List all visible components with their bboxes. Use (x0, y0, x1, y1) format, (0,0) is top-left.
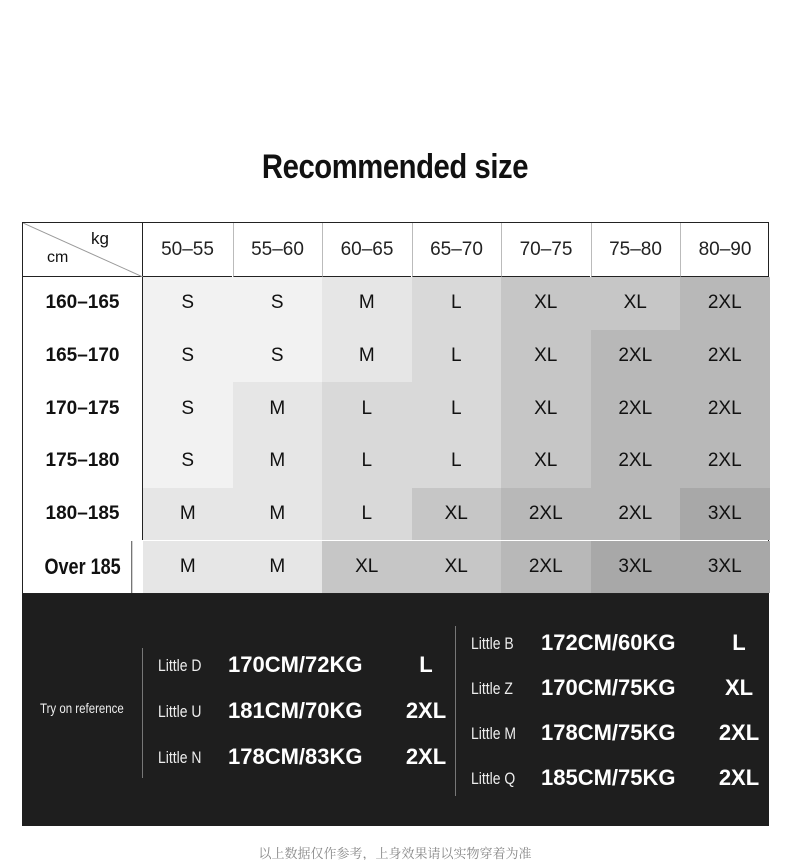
size-cell: L (412, 277, 502, 330)
height-row-header: Over 185 (34, 541, 132, 594)
reference-person-measurements: 178CM/83KG (228, 744, 363, 769)
height-row-header: 165–170 (23, 330, 143, 383)
reference-person-size: 2XL (405, 698, 447, 723)
reference-person-name: Little B (471, 634, 514, 653)
reference-section-label: Try on reference (40, 700, 124, 716)
reference-person-size: L (419, 652, 433, 677)
size-cell: 2XL (501, 488, 591, 541)
size-cell: XL (412, 488, 502, 541)
weight-column-header: 60–65 (322, 223, 411, 277)
size-cell: S (143, 277, 233, 330)
height-row-header: 170–175 (23, 382, 143, 435)
size-cell: S (143, 435, 233, 488)
size-cell: 3XL (680, 541, 770, 594)
size-cell: 2XL (680, 277, 770, 330)
size-cell: L (412, 382, 502, 435)
size-cell: M (143, 488, 233, 541)
table-corner-header (23, 223, 143, 277)
size-cell: 2XL (680, 435, 770, 488)
reference-person-name: Little Q (471, 769, 516, 788)
size-cell: L (412, 330, 502, 383)
reference-person-name: Little N (158, 748, 202, 767)
weight-column-header: 80–90 (680, 223, 769, 277)
size-cell: XL (412, 541, 502, 594)
weight-column-header: 75–80 (591, 223, 680, 277)
size-cell: S (143, 382, 233, 435)
size-cell: M (233, 382, 323, 435)
size-cell: XL (322, 541, 412, 594)
size-cell: L (412, 435, 502, 488)
size-cell: S (233, 277, 323, 330)
size-cell: L (322, 382, 412, 435)
size-cell: L (322, 488, 412, 541)
weight-column-header: 50–55 (143, 223, 232, 277)
reference-person-size: 2XL (718, 765, 760, 790)
page-title: Recommended size (261, 148, 529, 186)
size-cell: XL (591, 277, 681, 330)
reference-person-name: Little U (158, 702, 202, 721)
weight-column-header: 70–75 (501, 223, 590, 277)
weight-column-header: 55–60 (233, 223, 322, 277)
size-cell: M (233, 488, 323, 541)
height-axis-label: cm (47, 249, 69, 266)
reference-person-measurements: 185CM/75KG (541, 765, 676, 790)
size-chart-table (22, 222, 769, 594)
size-cell: 2XL (591, 488, 681, 541)
size-cell: 2XL (680, 382, 770, 435)
reference-person-size: 2XL (405, 744, 447, 769)
size-cell: 3XL (591, 541, 681, 594)
reference-divider-left (142, 648, 143, 778)
size-cell: XL (501, 435, 591, 488)
size-cell: 2XL (501, 541, 591, 594)
size-cell: M (143, 541, 233, 594)
height-row-header: 180–185 (23, 488, 143, 541)
size-cell: 3XL (680, 488, 770, 541)
size-cell: M (322, 277, 412, 330)
reference-person-size: L (732, 630, 746, 655)
size-cell: 2XL (591, 435, 681, 488)
size-cell: M (322, 330, 412, 383)
reference-person-measurements: 170CM/75KG (541, 675, 676, 700)
size-cell: S (143, 330, 233, 383)
size-cell: S (233, 330, 323, 383)
weight-axis-label: kg (91, 229, 109, 248)
reference-person-measurements: 172CM/60KG (541, 630, 676, 655)
reference-person-name: Little D (158, 656, 202, 675)
reference-person-measurements: 178CM/75KG (541, 720, 676, 745)
reference-person-measurements: 170CM/72KG (228, 652, 363, 677)
try-on-reference-panel (22, 594, 769, 826)
size-cell: L (322, 435, 412, 488)
height-row-header: 160–165 (23, 277, 143, 330)
disclaimer-note: 以上数据仅作参考，上身效果请以实物穿着为准 (258, 846, 532, 860)
weight-column-header: 65–70 (412, 223, 501, 277)
size-cell: XL (501, 277, 591, 330)
corner-diagonal-line (23, 223, 143, 277)
reference-person-measurements: 181CM/70KG (228, 698, 363, 723)
size-cell: M (233, 435, 323, 488)
size-cell: XL (501, 330, 591, 383)
size-cell: XL (501, 382, 591, 435)
reference-person-name: Little Z (471, 679, 513, 698)
reference-person-size: 2XL (718, 720, 760, 745)
size-cell: 2XL (591, 382, 681, 435)
size-cell: 2XL (591, 330, 681, 383)
size-cell: M (233, 541, 323, 594)
height-row-header: 175–180 (23, 435, 143, 488)
reference-person-name: Little M (471, 724, 516, 743)
size-cell: 2XL (680, 330, 770, 383)
reference-person-size: XL (724, 675, 754, 700)
